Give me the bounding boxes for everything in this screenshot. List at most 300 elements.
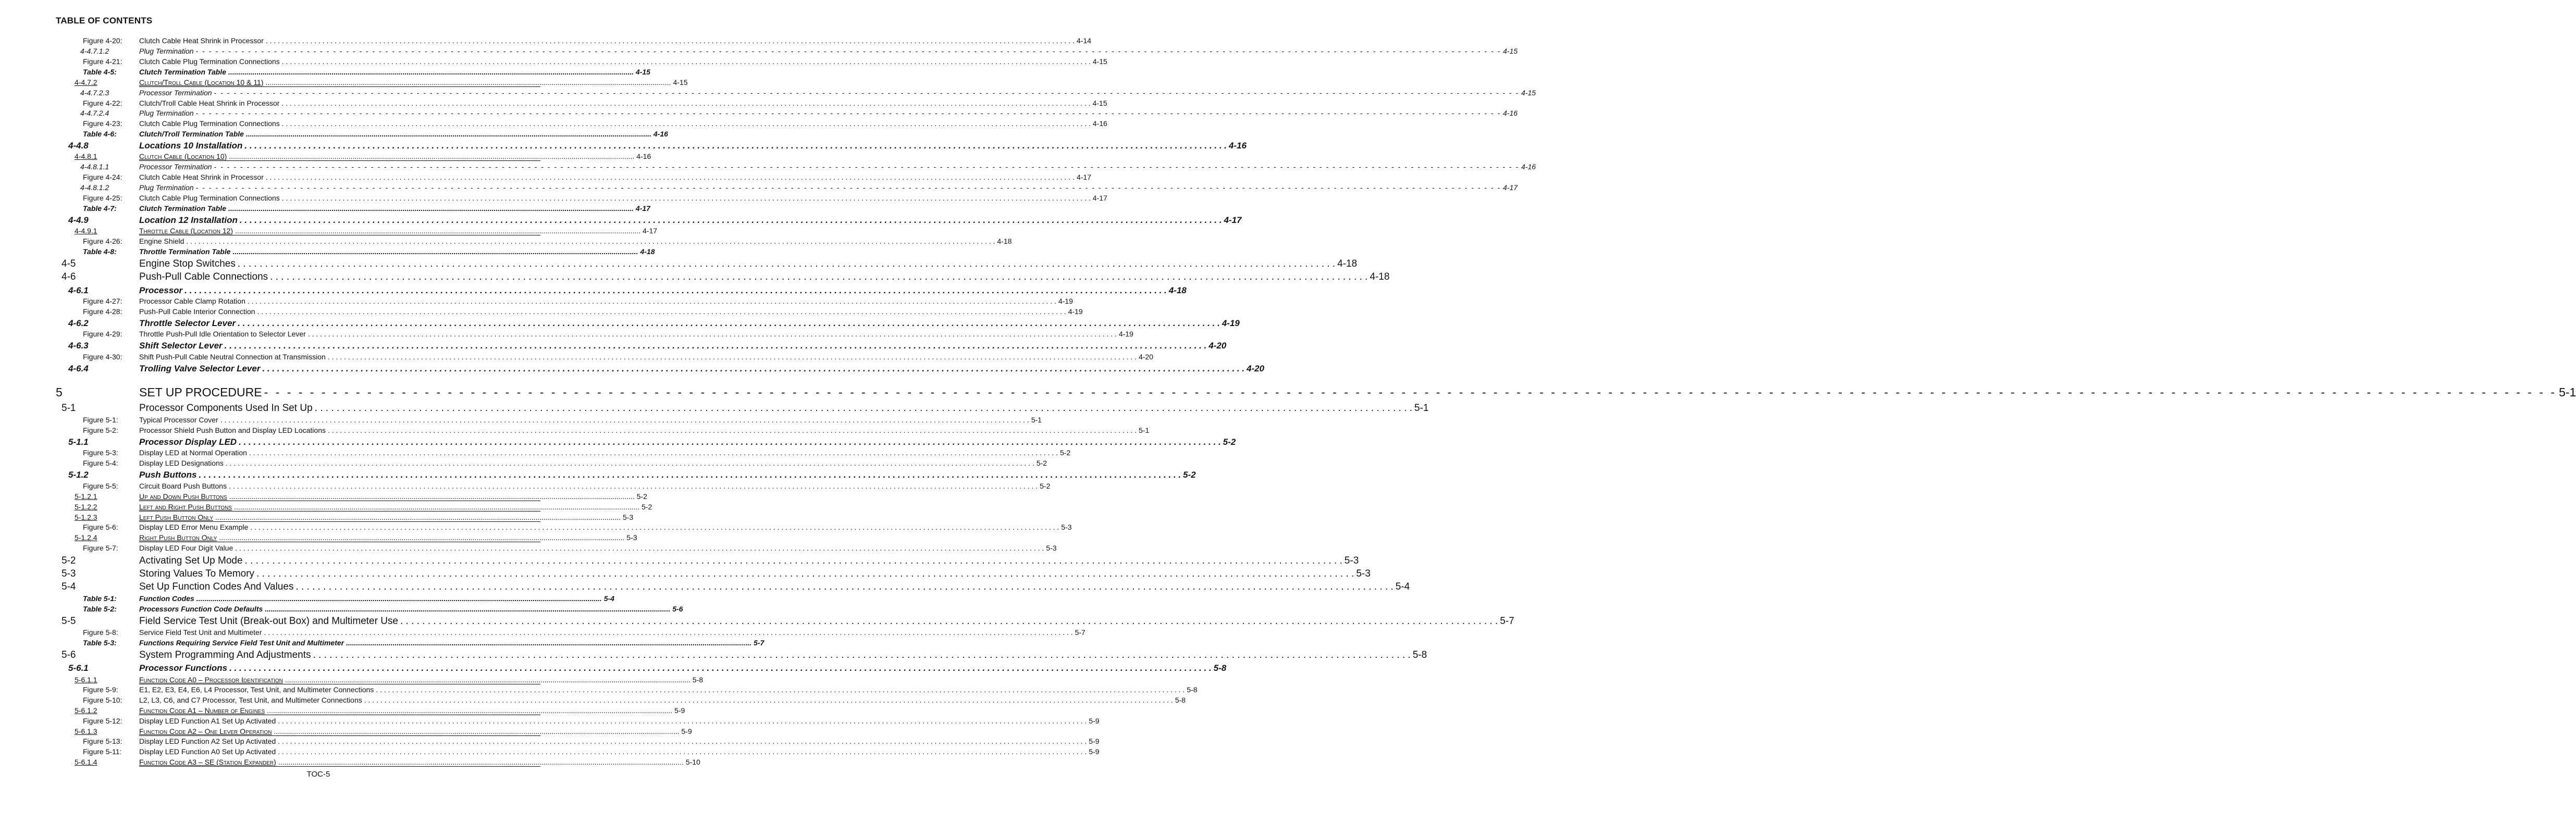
toc-entry-sec2[interactable]: [0, 568, 1371, 581]
toc-entry-number: Table 4-8:: [83, 247, 117, 256]
dot-leader: ........................................................................................................................................................................................................: [196, 594, 602, 603]
toc-entry-number: 4-5: [61, 258, 76, 269]
toc-entry-title: Function Code A2 – One Lever Operation: [139, 727, 272, 735]
toc-entry-sec3[interactable]: [0, 663, 1227, 675]
dot-leader: - - - - - - - - - - - - - - - - - - - - - - - - - - - - - - - - - - - - - - - - - - - - - - - - - - - - - - - - - - - - - - - - - - - - - - - - - - - - - - - - - - - - - - - - - - - - - - - - - - - - - - - - - - - - - - - - - - - - - - - - - - - - - - - - - - - - - - - - - - - - - - - - - - - - - - - - - - - - - - - - - - - - - - - - - - - - - - - - - - - - - - - - - - - - - - - - - - - - - - - -: [264, 385, 2557, 399]
dot-leader: . . . . . . . . . . . . . . . . . . . . . . . . . . . . . . . . . . . . . . . . . . . . . . . . . . . . . . . . . . . . . . . . . . . . . . . . . . . . . . . . . . . . . . . . . . . . . . . . . . . . . . . . . . . . . . . . . . . . . . . . . . . . . . . . . . . . . . . . . . . . . . . . . . . . . . . . . . . . . . . . . . . . . . . . . . . . . . . . . . . . . . . . . . . . . . . . . . . . . . . .: [249, 448, 1058, 457]
toc-entry-page: 5-3: [622, 513, 634, 521]
toc-entry-fig[interactable]: [0, 36, 1091, 47]
toc-entry-fig[interactable]: [0, 459, 1047, 469]
toc-entry-number: Figure 4-26:: [83, 237, 122, 245]
dot-leader: . . . . . . . . . . . . . . . . . . . . . . . . . . . . . . . . . . . . . . . . . . . . . . . . . . . . . . . . . . . . . . . . . . . . . . . . . . . . . . . . . . . . . . . . . . . . . . . . . . . . . . . . . . . . . . . . . . . . . . . . . . . . . . . . . . . . . . . . . . . . . . . . . . . . . . . . . . . . . . . . . . . . . . . . . . . . . . . . . . . . . . . . . . . . . . . . . . . . . . . .: [235, 544, 1044, 552]
dot-leader: . . . . . . . . . . . . . . . . . . . . . . . . . . . . . . . . . . . . . . . . . . . . . . . . . . . . . . . . . . . . . . . . . . . . . . . . . . . . . . . . . . . . . . . . . . . . . . . . . . . . . . . . . . . . . . . . . . . . . . . . . . . . . . . . . . . . . . . . . . . . . . . . . . . . . . . . . . . . . . . . . . . . . . . . . . . . . . . . . . . . . . . . . . . . . . . . . . . . . . . .: [281, 99, 1091, 107]
page-number: TOC-5: [306, 770, 330, 779]
toc-entry-sub4[interactable]: [0, 89, 1536, 99]
toc-entry-number: 5-6.1.1: [75, 676, 97, 684]
toc-entry-number: 5-3: [61, 568, 76, 579]
toc-entry-sec3[interactable]: [0, 470, 1196, 481]
toc-entry-title: Location 12 Installation: [139, 215, 238, 225]
dot-leader: ........................................................................................................................................................................................................: [229, 152, 635, 160]
toc-entry-title: System Programming And Adjustments: [139, 650, 311, 660]
toc-entry-page: 4-18: [997, 237, 1012, 245]
toc-entry-number: 4-4.7.2.3: [80, 89, 109, 97]
toc-entry-fig[interactable]: [0, 426, 1150, 436]
toc-entry-number: Figure 4-23:: [83, 119, 122, 128]
toc-entry-page: 5-8: [1187, 685, 1198, 694]
dot-leader: - - - - - - - - - - - - - - - - - - - - - - - - - - - - - - - - - - - - - - - - - - - - - - - - - - - - - - - - - - - - - - - - - - - - - - - - - - - - - - - - - - - - - - - - - - - - - - - - - - - - - - - - - - - - - - - - - - - - - - - - - - - - - - - - - - - - - - - - - - - - - - - - - - - - - - - - - - - - - - - - - - - - - - - - - - - - - - - - - - - - - - - - - - - - - - - - - - - - - - - -: [195, 109, 1501, 117]
toc-entry-number: Figure 4-24:: [83, 173, 122, 181]
toc-entry-sec3[interactable]: [0, 341, 1227, 352]
toc-entry-page: 5-8: [1213, 663, 1227, 673]
toc-entry-title: Shift Push-Pull Cable Neutral Connection at Transmission: [139, 353, 326, 361]
toc-entry-page: 5-9: [1089, 717, 1100, 725]
toc-entry-page: 4-20: [1246, 364, 1265, 373]
dot-leader: ........................................................................................................................................................................................................: [219, 533, 625, 542]
toc-entry-uline[interactable]: [0, 758, 700, 768]
toc-entry-title: Functions Requiring Service Field Test Unit and Multimeter: [139, 639, 344, 647]
toc-entry-fig[interactable]: [0, 544, 1057, 554]
toc-entry-title: Throttle Termination Table: [139, 247, 231, 256]
dot-leader: . . . . . . . . . . . . . . . . . . . . . . . . . . . . . . . . . . . . . . . . . . . . . . . . . . . . . . . . . . . . . . . . . . . . . . . . . . . . . . . . . . . . . . . . . . . . . . . . . . . . . . . . . . . . . . . . . . . . . . . . . . . . . . . . . . . . . . . . . . . . . . . . . . . . . . . . . . . . . . . . . . . . . . . . . . . . . . . . . . . . . . . . . . . . . . . . . . . . . . . .: [238, 318, 1220, 328]
dot-leader: . . . . . . . . . . . . . . . . . . . . . . . . . . . . . . . . . . . . . . . . . . . . . . . . . . . . . . . . . . . . . . . . . . . . . . . . . . . . . . . . . . . . . . . . . . . . . . . . . . . . . . . . . . . . . . . . . . . . . . . . . . . . . . . . . . . . . . . . . . . . . . . . . . . . . . . . . . . . . . . . . . . . . . . . . . . . . . . . . . . . . . . . . . . . . . . . . . . . . . . .: [257, 307, 1066, 316]
dot-leader: ........................................................................................................................................................................................................: [245, 130, 651, 138]
toc-entry-fig[interactable]: [0, 297, 1073, 307]
toc-entry-title: Clutch Termination Table: [139, 68, 226, 76]
toc-entry-number: 4-6.3: [68, 341, 89, 351]
dot-leader: . . . . . . . . . . . . . . . . . . . . . . . . . . . . . . . . . . . . . . . . . . . . . . . . . . . . . . . . . . . . . . . . . . . . . . . . . . . . . . . . . . . . . . . . . . . . . . . . . . . . . . . . . . . . . . . . . . . . . . . . . . . . . . . . . . . . . . . . . . . . . . . . . . . . . . . . . . . . . . . . . . . . . . . . . . . . . . . . . . . . . . . . . . . . . . . . . . . . . . . .: [281, 194, 1091, 202]
toc-entry-title: Trolling Valve Selector Lever: [139, 364, 261, 373]
toc-header: TABLE OF CONTENTS: [56, 16, 153, 26]
toc-entry-sub4[interactable]: [0, 109, 1518, 119]
toc-entry-number: 4-6.2: [68, 318, 89, 328]
toc-entry-fig[interactable]: [0, 307, 1083, 318]
toc-entry-fig[interactable]: [0, 717, 1100, 727]
toc-entry-title: E1, E2, E3, E4, E6, L4 Processor, Test Unit, and Multimeter Connections: [139, 685, 374, 694]
toc-entry-page: 4-18: [640, 247, 655, 256]
toc-entry-title: Service Field Test Unit and Multimeter: [139, 628, 262, 636]
toc-entry-number: 4-6.4: [68, 364, 89, 373]
toc-entry-title: Throttle Selector Lever: [139, 318, 236, 328]
toc-entry-title: Engine Shield: [139, 237, 184, 245]
toc-entry-page: 4-17: [1224, 215, 1242, 225]
toc-entry-page: 4-20: [1138, 353, 1153, 361]
toc-entry-sec3[interactable]: [0, 285, 1187, 297]
toc-entry-number: Figure 5-8:: [83, 628, 118, 636]
toc-entry-tab[interactable]: [0, 247, 655, 258]
dot-leader: . . . . . . . . . . . . . . . . . . . . . . . . . . . . . . . . . . . . . . . . . . . . . . . . . . . . . . . . . . . . . . . . . . . . . . . . . . . . . . . . . . . . . . . . . . . . . . . . . . . . . . . . . . . . . . . . . . . . . . . . . . . . . . . . . . . . . . . . . . . . . . . . . . . . . . . . . . . . . . . . . . . . . . . . . . . . . . . . . . . . . . . . . . . . . . . . . . . . . . . .: [376, 685, 1185, 694]
toc-entry-number: 5-6.1.3: [75, 727, 97, 735]
toc-entry-fig[interactable]: [0, 119, 1107, 130]
toc-entry-tab[interactable]: [0, 594, 637, 605]
toc-entry-number: 5-1.1: [68, 437, 89, 447]
toc-entry-number: 4-4.8.1.1: [80, 163, 109, 171]
dot-leader: . . . . . . . . . . . . . . . . . . . . . . . . . . . . . . . . . . . . . . . . . . . . . . . . . . . . . . . . . . . . . . . . . . . . . . . . . . . . . . . . . . . . . . . . . . . . . . . . . . . . . . . . . . . . . . . . . . . . . . . . . . . . . . . . . . . . . . . . . . . . . . . . . . . . . . . . . . . . . . . . . . . . . . . . . . . . . . . . . . . . . . . . . . . . . . . . . . . . . . . .: [225, 459, 1034, 467]
toc-entry-fig[interactable]: [0, 685, 1198, 696]
toc-entry-page: 5-2: [1036, 459, 1047, 467]
toc-entry-title: Processor Termination: [139, 163, 212, 171]
toc-entry-number: Table 5-1:: [83, 594, 117, 603]
toc-entry-number: Figure 4-21:: [83, 57, 122, 66]
dot-leader: . . . . . . . . . . . . . . . . . . . . . . . . . . . . . . . . . . . . . . . . . . . . . . . . . . . . . . . . . . . . . . . . . . . . . . . . . . . . . . . . . . . . . . . . . . . . . . . . . . . . . . . . . . . . . . . . . . . . . . . . . . . . . . . . . . . . . . . . . . . . . . . . . . . . . . . . . . . . . . . . . . . . . . . . . . . . . . . . . . . . . . . . . . . . . . . . . . . . . . . .: [278, 717, 1087, 725]
dot-leader: . . . . . . . . . . . . . . . . . . . . . . . . . . . . . . . . . . . . . . . . . . . . . . . . . . . . . . . . . . . . . . . . . . . . . . . . . . . . . . . . . . . . . . . . . . . . . . . . . . . . . . . . . . . . . . . . . . . . . . . . . . . . . . . . . . . . . . . . . . . . . . . . . . . . . . . . . . . . . . . . . . . . . . . . . . . . . . . . . . . . . . . . . . . . . . . . . . . . . . . .: [239, 437, 1221, 447]
dot-leader: - - - - - - - - - - - - - - - - - - - - - - - - - - - - - - - - - - - - - - - - - - - - - - - - - - - - - - - - - - - - - - - - - - - - - - - - - - - - - - - - - - - - - - - - - - - - - - - - - - - - - - - - - - - - - - - - - - - - - - - - - - - - - - - - - - - - - - - - - - - - - - - - - - - - - - - - - - - - - - - - - - - - - - - - - - - - - - - - - - - - - - - - - - - - - - - - - - - - - - - -: [214, 89, 1520, 97]
toc-entry-page: 5-2: [636, 492, 647, 501]
toc-entry-fig[interactable]: [0, 482, 1051, 492]
toc-entry-number: Figure 5-1:: [83, 416, 118, 424]
toc-entry-title: Push-Pull Cable Interior Connection: [139, 307, 255, 316]
toc-entry-page: 5-8: [1412, 650, 1427, 660]
toc-entry-uline[interactable]: [0, 706, 685, 717]
toc-entry-page: 5-7: [1500, 616, 1514, 627]
toc-entry-number: Figure 4-20:: [83, 36, 122, 45]
toc-entry-number: Table 4-6:: [83, 130, 117, 138]
toc-entry-title: Clutch/Troll Cable Heat Shrink in Processor: [139, 99, 280, 107]
toc-entry-page: 5-6: [672, 605, 683, 613]
toc-entry-number: Figure 5-13:: [83, 737, 122, 745]
toc-entry-number: 5-1.2.3: [75, 513, 97, 521]
toc-entry-title: Processor Display LED: [139, 437, 237, 447]
toc-entry-title: Function Code A1 – Number of Engines: [139, 706, 265, 715]
toc-entry-title: Storing Values To Memory: [139, 568, 255, 579]
dot-leader: . . . . . . . . . . . . . . . . . . . . . . . . . . . . . . . . . . . . . . . . . . . . . . . . . . . . . . . . . . . . . . . . . . . . . . . . . . . . . . . . . . . . . . . . . . . . . . . . . . . . . . . . . . . . . . . . . . . . . . . . . . . . . . . . . . . . . . . . . . . . . . . . . . . . . . . . . . . . . . . . . . . . . . . . . . . . . . . . . . . . . . . . . . . . . . . . . . . . . . . .: [244, 555, 1342, 566]
toc-entry-fig[interactable]: [0, 194, 1107, 204]
dot-leader: . . . . . . . . . . . . . . . . . . . . . . . . . . . . . . . . . . . . . . . . . . . . . . . . . . . . . . . . . . . . . . . . . . . . . . . . . . . . . . . . . . . . . . . . . . . . . . . . . . . . . . . . . . . . . . . . . . . . . . . . . . . . . . . . . . . . . . . . . . . . . . . . . . . . . . . . . . . . . . . . . . . . . . . . . . . . . . . . . . . . . . . . . . . . . . . . . . . . . . . .: [281, 119, 1091, 128]
toc-entry-page: 4-15: [1521, 89, 1536, 97]
toc-entry-number: 4-4.7.2.4: [80, 109, 109, 117]
toc-entry-page: 5-3: [1046, 544, 1057, 552]
dot-leader: . . . . . . . . . . . . . . . . . . . . . . . . . . . . . . . . . . . . . . . . . . . . . . . . . . . . . . . . . . . . . . . . . . . . . . . . . . . . . . . . . . . . . . . . . . . . . . . . . . . . . . . . . . . . . . . . . . . . . . . . . . . . . . . . . . . . . . . . . . . . . . . . . . . . . . . . . . . . . . . . . . . . . . . . . . . . . . . . . . . . . . . . . . . . . . . . . . . . . . . .: [229, 482, 1038, 490]
toc-entry-number: Table 5-2:: [83, 605, 117, 613]
toc-entry-page: 5-1: [1414, 403, 1429, 414]
toc-entry-fig[interactable]: [0, 628, 1086, 639]
toc-entry-number: 5-6.1: [68, 663, 89, 673]
toc-entry-number: Table 4-5:: [83, 68, 117, 76]
toc-entry-fig[interactable]: [0, 57, 1107, 68]
toc-entry-title: Left and Right Push Buttons: [139, 503, 232, 511]
dot-leader: ........................................................................................................................................................................................................: [267, 706, 673, 715]
dot-leader: ........................................................................................................................................................................................................: [346, 639, 752, 647]
toc-entry-title: Engine Stop Switches: [139, 258, 236, 269]
toc-entry-title: Display LED Designations: [139, 459, 224, 467]
toc-entry-title: Function Code A3 – SE (Station Expander): [139, 758, 276, 766]
dot-leader: . . . . . . . . . . . . . . . . . . . . . . . . . . . . . . . . . . . . . . . . . . . . . . . . . . . . . . . . . . . . . . . . . . . . . . . . . . . . . . . . . . . . . . . . . . . . . . . . . . . . . . . . . . . . . . . . . . . . . . . . . . . . . . . . . . . . . . . . . . . . . . . . . . . . . . . . . . . . . . . . . . . . . . . . . . . . . . . . . . . . . . . . . . . . . . . . . . . . . . . .: [364, 696, 1173, 704]
toc-entry-uline[interactable]: [0, 492, 647, 503]
dot-leader: - - - - - - - - - - - - - - - - - - - - - - - - - - - - - - - - - - - - - - - - - - - - - - - - - - - - - - - - - - - - - - - - - - - - - - - - - - - - - - - - - - - - - - - - - - - - - - - - - - - - - - - - - - - - - - - - - - - - - - - - - - - - - - - - - - - - - - - - - - - - - - - - - - - - - - - - - - - - - - - - - - - - - - - - - - - - - - - - - - - - - - - - - - - - - - - - - - - - - - - -: [195, 47, 1501, 55]
toc-entry-page: 4-17: [1503, 183, 1518, 192]
toc-entry-page: 4-16: [1228, 141, 1247, 151]
toc-entry-title: Processor Components Used In Set Up: [139, 403, 313, 414]
toc-entry-number: Figure 5-5:: [83, 482, 118, 490]
toc-entry-number: 5-1.2.4: [75, 533, 97, 542]
dot-leader: ........................................................................................................................................................................................................: [278, 758, 684, 766]
toc-entry-fig[interactable]: [0, 330, 1133, 340]
toc-entry-number: 5-6.1.2: [75, 706, 97, 715]
toc-entry-title: Processor Functions: [139, 663, 228, 673]
toc-entry-sec3[interactable]: [0, 364, 1265, 375]
toc-entry-title: Field Service Test Unit (Break-out Box) and Multimeter Use: [139, 616, 398, 627]
dot-leader: . . . . . . . . . . . . . . . . . . . . . . . . . . . . . . . . . . . . . . . . . . . . . . . . . . . . . . . . . . . . . . . . . . . . . . . . . . . . . . . . . . . . . . . . . . . . . . . . . . . . . . . . . . . . . . . . . . . . . . . . . . . . . . . . . . . . . . . . . . . . . . . . . . . . . . . . . . . . . . . . . . . . . . . . . . . . . . . . . . . . . . . . . . . . . . . . . . . . . . . .: [229, 663, 1212, 673]
toc-entry-number: Table 4-7:: [83, 204, 117, 213]
toc-entry-number: Figure 5-12:: [83, 717, 122, 725]
toc-entry-number: 4-4.7.1.2: [80, 47, 109, 55]
toc-entry-page: 4-19: [1058, 297, 1073, 305]
toc-entry-fig[interactable]: [0, 523, 1072, 533]
toc-entry-number: Figure 4-25:: [83, 194, 122, 202]
toc-entry-title: Clutch Cable Heat Shrink in Processor: [139, 173, 264, 181]
toc-entry-page: 5-9: [1089, 737, 1100, 745]
dot-leader: . . . . . . . . . . . . . . . . . . . . . . . . . . . . . . . . . . . . . . . . . . . . . . . . . . . . . . . . . . . . . . . . . . . . . . . . . . . . . . . . . . . . . . . . . . . . . . . . . . . . . . . . . . . . . . . . . . . . . . . . . . . . . . . . . . . . . . . . . . . . . . . . . . . . . . . . . . . . . . . . . . . . . . . . . . . . . . . . . . . . . . . . . . . . . . . . . . . . . . . .: [250, 523, 1059, 531]
toc-entry-number: Figure 5-7:: [83, 544, 118, 552]
toc-entry-number: Figure 5-4:: [83, 459, 118, 467]
toc-entry-tab[interactable]: [0, 130, 668, 140]
toc-entry-fig[interactable]: [0, 353, 1153, 363]
toc-entry-tab[interactable]: [0, 204, 650, 215]
toc-entry-title: Push-Pull Cable Connections: [139, 271, 268, 282]
toc-entry-fig[interactable]: [0, 448, 1071, 459]
dot-leader: . . . . . . . . . . . . . . . . . . . . . . . . . . . . . . . . . . . . . . . . . . . . . . . . . . . . . . . . . . . . . . . . . . . . . . . . . . . . . . . . . . . . . . . . . . . . . . . . . . . . . . . . . . . . . . . . . . . . . . . . . . . . . . . . . . . . . . . . . . . . . . . . . . . . . . . . . . . . . . . . . . . . . . . . . . . . . . . . . . . . . . . . . . . . . . . . . . . . . . . .: [313, 650, 1411, 660]
dot-leader: ........................................................................................................................................................................................................: [234, 503, 639, 511]
toc-entry-uline[interactable]: [0, 727, 692, 738]
toc-entry-page: 4-20: [1209, 341, 1227, 351]
toc-entry-sub4[interactable]: [0, 183, 1518, 194]
toc-entry-page: 5-3: [1061, 523, 1072, 531]
dot-leader: . . . . . . . . . . . . . . . . . . . . . . . . . . . . . . . . . . . . . . . . . . . . . . . . . . . . . . . . . . . . . . . . . . . . . . . . . . . . . . . . . . . . . . . . . . . . . . . . . . . . . . . . . . . . . . . . . . . . . . . . . . . . . . . . . . . . . . . . . . . . . . . . . . . . . . . . . . . . . . . . . . . . . . . . . . . . . . . . . . . . . . . . . . . . . . . . . . . . . . . .: [256, 568, 1354, 579]
dot-leader: . . . . . . . . . . . . . . . . . . . . . . . . . . . . . . . . . . . . . . . . . . . . . . . . . . . . . . . . . . . . . . . . . . . . . . . . . . . . . . . . . . . . . . . . . . . . . . . . . . . . . . . . . . . . . . . . . . . . . . . . . . . . . . . . . . . . . . . . . . . . . . . . . . . . . . . . . . . . . . . . . . . . . . . . . . . . . . . . . . . . . . . . . . . . . . . . . . . . . . . .: [307, 330, 1117, 338]
toc-entry-page: 4-17: [1076, 173, 1091, 181]
toc-entry-title: Clutch Cable Plug Termination Connections: [139, 57, 280, 66]
toc-entry-page: 4-15: [1092, 57, 1107, 66]
toc-entry-number: 4-6: [61, 271, 76, 282]
toc-entry-number: 4-4.9: [68, 215, 89, 225]
toc-entry-title: Processor Cable Clamp Rotation: [139, 297, 245, 305]
toc-entry-page: 5-7: [754, 639, 765, 647]
toc-entry-sec3[interactable]: [0, 215, 1242, 227]
toc-entry-title: Display LED Function A2 Set Up Activated: [139, 737, 276, 745]
toc-entry-title: Typical Processor Cover: [139, 416, 218, 424]
dot-leader: ........................................................................................................................................................................................................: [235, 227, 641, 235]
toc-entry-number: Figure 5-10:: [83, 696, 122, 704]
toc-entry-uline[interactable]: [0, 152, 651, 163]
toc-entry-number: 5-4: [61, 581, 76, 592]
dot-leader: . . . . . . . . . . . . . . . . . . . . . . . . . . . . . . . . . . . . . . . . . . . . . . . . . . . . . . . . . . . . . . . . . . . . . . . . . . . . . . . . . . . . . . . . . . . . . . . . . . . . . . . . . . . . . . . . . . . . . . . . . . . . . . . . . . . . . . . . . . . . . . . . . . . . . . . . . . . . . . . . . . . . . . . . . . . . . . . . . . . . . . . . . . . . . . . . . . . . . . . .: [244, 141, 1227, 151]
toc-entry-tab[interactable]: [0, 605, 683, 615]
toc-entry-uline[interactable]: [0, 533, 637, 544]
toc-entry-title: Display LED Function A1 Set Up Activated: [139, 717, 276, 725]
toc-entry-number: 4-4.8: [68, 141, 89, 151]
toc-entry-sec2[interactable]: [0, 258, 1358, 271]
toc-entry-sub4[interactable]: [0, 47, 1518, 57]
toc-entry-page: 4-16: [1503, 109, 1518, 117]
dot-leader: ........................................................................................................................................................................................................: [274, 727, 680, 735]
toc-entry-sec2[interactable]: [0, 555, 1359, 568]
dot-leader: . . . . . . . . . . . . . . . . . . . . . . . . . . . . . . . . . . . . . . . . . . . . . . . . . . . . . . . . . . . . . . . . . . . . . . . . . . . . . . . . . . . . . . . . . . . . . . . . . . . . . . . . . . . . . . . . . . . . . . . . . . . . . . . . . . . . . . . . . . . . . . . . . . . . . . . . . . . . . . . . . . . . . . . . . . . . . . . . . . . . . . . . . . . . . . . . . . . . . . . .: [265, 173, 1075, 181]
toc-entry-uline[interactable]: [0, 676, 704, 686]
toc-entry-page: 5-3: [626, 533, 637, 542]
toc-entry-page: 4-15: [1503, 47, 1518, 55]
toc-entry-sec2[interactable]: [0, 271, 1390, 284]
toc-entry-page: 4-16: [1092, 119, 1107, 128]
toc-entry-page: 4-17: [635, 204, 650, 213]
toc-entry-title: Display LED Function A0 Set Up Activated: [139, 747, 276, 756]
dot-leader: ........................................................................................................................................................................................................: [229, 492, 635, 501]
toc-entry-page: 4-16: [636, 152, 651, 160]
toc-entry-page: 5-1: [2559, 385, 2576, 399]
toc-entry-page: 4-15: [1092, 99, 1107, 107]
toc-entry-fig[interactable]: [0, 737, 1100, 747]
toc-entry-title: Throttle Cable (Location 12): [139, 227, 233, 235]
toc-entry-page: 4-17: [643, 227, 658, 235]
toc-entry-fig[interactable]: [0, 416, 1042, 426]
toc-entry-page: 5-3: [1344, 555, 1359, 566]
dot-leader: . . . . . . . . . . . . . . . . . . . . . . . . . . . . . . . . . . . . . . . . . . . . . . . . . . . . . . . . . . . . . . . . . . . . . . . . . . . . . . . . . . . . . . . . . . . . . . . . . . . . . . . . . . . . . . . . . . . . . . . . . . . . . . . . . . . . . . . . . . . . . . . . . . . . . . . . . . . . . . . . . . . . . . . . . . . . . . . . . . . . . . . . . . . . . . . . . . . . . . . .: [264, 628, 1073, 636]
toc-entry-title: Clutch Cable Heat Shrink in Processor: [139, 36, 264, 45]
toc-entry-page: 5-8: [692, 676, 704, 684]
toc-entry-title: Processors Function Code Defaults: [139, 605, 263, 613]
toc-entry-page: 4-14: [1076, 36, 1091, 45]
toc-entry-title: Right Push Button Only: [139, 533, 217, 542]
toc-entry-number: Figure 4-29:: [83, 330, 122, 338]
dot-leader: ........................................................................................................................................................................................................: [285, 676, 691, 684]
toc-entry-fig[interactable]: [0, 99, 1107, 109]
toc-entry-sec2[interactable]: [0, 581, 1410, 594]
toc-entry-number: 5-5: [61, 616, 76, 627]
toc-entry-number: 4-4.7.2: [75, 78, 97, 86]
toc-entry-page: 5-9: [674, 706, 685, 715]
dot-leader: . . . . . . . . . . . . . . . . . . . . . . . . . . . . . . . . . . . . . . . . . . . . . . . . . . . . . . . . . . . . . . . . . . . . . . . . . . . . . . . . . . . . . . . . . . . . . . . . . . . . . . . . . . . . . . . . . . . . . . . . . . . . . . . . . . . . . . . . . . . . . . . . . . . . . . . . . . . . . . . . . . . . . . . . . . . . . . . . . . . . . . . . . . . . . . . . . . . . . . . .: [239, 215, 1222, 225]
toc-entry-page: 5-8: [1175, 696, 1186, 704]
toc-entry-number: Table 5-3:: [83, 639, 117, 647]
toc-entry-title: Display LED Four Digit Value: [139, 544, 233, 552]
toc-entry-number: 5-1: [61, 403, 76, 414]
toc-entry-page: 5-3: [1356, 568, 1371, 579]
dot-leader: . . . . . . . . . . . . . . . . . . . . . . . . . . . . . . . . . . . . . . . . . . . . . . . . . . . . . . . . . . . . . . . . . . . . . . . . . . . . . . . . . . . . . . . . . . . . . . . . . . . . . . . . . . . . . . . . . . . . . . . . . . . . . . . . . . . . . . . . . . . . . . . . . . . . . . . . . . . . . . . . . . . . . . . . . . . . . . . . . . . . . . . . . . . . . . . . . . . . . . . .: [270, 271, 1368, 282]
toc-entry-fig[interactable]: [0, 747, 1100, 758]
dot-leader: . . . . . . . . . . . . . . . . . . . . . . . . . . . . . . . . . . . . . . . . . . . . . . . . . . . . . . . . . . . . . . . . . . . . . . . . . . . . . . . . . . . . . . . . . . . . . . . . . . . . . . . . . . . . . . . . . . . . . . . . . . . . . . . . . . . . . . . . . . . . . . . . . . . . . . . . . . . . . . . . . . . . . . . . . . . . . . . . . . . . . . . . . . . . . . . . . . . . . . . .: [295, 581, 1394, 592]
toc-entry-title: L2, L3, C6, and C7 Processor, Test Unit, and Multimeter Connections: [139, 696, 362, 704]
dot-leader: . . . . . . . . . . . . . . . . . . . . . . . . . . . . . . . . . . . . . . . . . . . . . . . . . . . . . . . . . . . . . . . . . . . . . . . . . . . . . . . . . . . . . . . . . . . . . . . . . . . . . . . . . . . . . . . . . . . . . . . . . . . . . . . . . . . . . . . . . . . . . . . . . . . . . . . . . . . . . . . . . . . . . . . . . . . . . . . . . . . . . . . . . . . . . . . . . . . . . . . .: [400, 616, 1498, 627]
toc-entry-title: Push Buttons: [139, 470, 197, 480]
toc-entry-sec2[interactable]: [0, 616, 1514, 628]
dot-leader: . . . . . . . . . . . . . . . . . . . . . . . . . . . . . . . . . . . . . . . . . . . . . . . . . . . . . . . . . . . . . . . . . . . . . . . . . . . . . . . . . . . . . . . . . . . . . . . . . . . . . . . . . . . . . . . . . . . . . . . . . . . . . . . . . . . . . . . . . . . . . . . . . . . . . . . . . . . . . . . . . . . . . . . . . . . . . . . . . . . . . . . . . . . . . . . . . . . . . . . .: [262, 364, 1244, 373]
toc-entry-page: 5-9: [1089, 747, 1100, 756]
toc-entry-number: Figure 5-3:: [83, 448, 118, 457]
dot-leader: ........................................................................................................................................................................................................: [265, 605, 671, 613]
dot-leader: ........................................................................................................................................................................................................: [228, 204, 634, 213]
dot-leader: . . . . . . . . . . . . . . . . . . . . . . . . . . . . . . . . . . . . . . . . . . . . . . . . . . . . . . . . . . . . . . . . . . . . . . . . . . . . . . . . . . . . . . . . . . . . . . . . . . . . . . . . . . . . . . . . . . . . . . . . . . . . . . . . . . . . . . . . . . . . . . . . . . . . . . . . . . . . . . . . . . . . . . . . . . . . . . . . . . . . . . . . . . . . . . . . . . . . . . . .: [186, 237, 995, 245]
dot-leader: - - - - - - - - - - - - - - - - - - - - - - - - - - - - - - - - - - - - - - - - - - - - - - - - - - - - - - - - - - - - - - - - - - - - - - - - - - - - - - - - - - - - - - - - - - - - - - - - - - - - - - - - - - - - - - - - - - - - - - - - - - - - - - - - - - - - - - - - - - - - - - - - - - - - - - - - - - - - - - - - - - - - - - - - - - - - - - - - - - - - - - - - - - - - - - - - - - - - - - - -: [195, 183, 1501, 192]
toc-entry-number: 5-6: [61, 650, 76, 660]
toc-entry-sub4[interactable]: [0, 163, 1536, 173]
dot-leader: ........................................................................................................................................................................................................: [228, 68, 634, 76]
toc-entry-title: Left Push Button Only: [139, 513, 213, 521]
toc-entry-title: SET UP PROCEDURE: [139, 385, 262, 399]
dot-leader: . . . . . . . . . . . . . . . . . . . . . . . . . . . . . . . . . . . . . . . . . . . . . . . . . . . . . . . . . . . . . . . . . . . . . . . . . . . . . . . . . . . . . . . . . . . . . . . . . . . . . . . . . . . . . . . . . . . . . . . . . . . . . . . . . . . . . . . . . . . . . . . . . . . . . . . . . . . . . . . . . . . . . . . . . . . . . . . . . . . . . . . . . . . . . . . . . . . . . . . .: [220, 416, 1029, 424]
dot-leader: . . . . . . . . . . . . . . . . . . . . . . . . . . . . . . . . . . . . . . . . . . . . . . . . . . . . . . . . . . . . . . . . . . . . . . . . . . . . . . . . . . . . . . . . . . . . . . . . . . . . . . . . . . . . . . . . . . . . . . . . . . . . . . . . . . . . . . . . . . . . . . . . . . . . . . . . . . . . . . . . . . . . . . . . . . . . . . . . . . . . . . . . . . . . . . . . . . . . . . . .: [327, 426, 1137, 434]
toc-entry-sec2[interactable]: [0, 650, 1427, 662]
toc-entry-page: 5-2: [1183, 470, 1196, 480]
toc-entry-uline[interactable]: [0, 78, 688, 89]
toc-entry-title: Activating Set Up Mode: [139, 555, 243, 566]
toc-entry-fig[interactable]: [0, 696, 1186, 706]
toc-entry-number: 5-6.1.4: [75, 758, 97, 766]
dot-leader: ........................................................................................................................................................................................................: [232, 247, 638, 256]
toc-entry-title: Processor: [139, 285, 183, 295]
toc-entry-page: 5-9: [681, 727, 692, 735]
toc-entry-page: 5-10: [685, 758, 700, 766]
dot-leader: . . . . . . . . . . . . . . . . . . . . . . . . . . . . . . . . . . . . . . . . . . . . . . . . . . . . . . . . . . . . . . . . . . . . . . . . . . . . . . . . . . . . . . . . . . . . . . . . . . . . . . . . . . . . . . . . . . . . . . . . . . . . . . . . . . . . . . . . . . . . . . . . . . . . . . . . . . . . . . . . . . . . . . . . . . . . . . . . . . . . . . . . . . . . . . . . . . . . . . . .: [314, 403, 1412, 414]
toc-entry-title: Shift Selector Lever: [139, 341, 223, 351]
dot-leader: . . . . . . . . . . . . . . . . . . . . . . . . . . . . . . . . . . . . . . . . . . . . . . . . . . . . . . . . . . . . . . . . . . . . . . . . . . . . . . . . . . . . . . . . . . . . . . . . . . . . . . . . . . . . . . . . . . . . . . . . . . . . . . . . . . . . . . . . . . . . . . . . . . . . . . . . . . . . . . . . . . . . . . . . . . . . . . . . . . . . . . . . . . . . . . . . . . . . . . . .: [327, 353, 1137, 361]
toc-entry-title: Plug Termination: [139, 109, 194, 117]
toc-entry-page: 5-1: [1138, 426, 1150, 434]
toc-entry-number: Figure 4-28:: [83, 307, 122, 316]
toc-entry-page: 5-2: [1040, 482, 1051, 490]
toc-entry-uline[interactable]: [0, 513, 637, 523]
toc-entry-number: Figure 4-30:: [83, 353, 122, 361]
toc-entry-uline[interactable]: [0, 227, 658, 237]
toc-entry-title: Function Codes: [139, 594, 194, 603]
toc-entry-fig[interactable]: [0, 237, 1012, 247]
toc-entry-page: 4-15: [673, 78, 688, 86]
toc-entry-title: Processor Termination: [139, 89, 212, 97]
toc-entry-page: 5-4: [603, 594, 614, 603]
dot-leader: - - - - - - - - - - - - - - - - - - - - - - - - - - - - - - - - - - - - - - - - - - - - - - - - - - - - - - - - - - - - - - - - - - - - - - - - - - - - - - - - - - - - - - - - - - - - - - - - - - - - - - - - - - - - - - - - - - - - - - - - - - - - - - - - - - - - - - - - - - - - - - - - - - - - - - - - - - - - - - - - - - - - - - - - - - - - - - - - - - - - - - - - - - - - - - - - - - - - - - - -: [214, 163, 1520, 171]
dot-leader: ........................................................................................................................................................................................................: [215, 513, 621, 521]
toc-entry-sec3[interactable]: [0, 318, 1240, 330]
toc-entry-sec3[interactable]: [0, 141, 1247, 152]
toc-entry-number: 5-2: [61, 555, 76, 566]
dot-leader: . . . . . . . . . . . . . . . . . . . . . . . . . . . . . . . . . . . . . . . . . . . . . . . . . . . . . . . . . . . . . . . . . . . . . . . . . . . . . . . . . . . . . . . . . . . . . . . . . . . . . . . . . . . . . . . . . . . . . . . . . . . . . . . . . . . . . . . . . . . . . . . . . . . . . . . . . . . . . . . . . . . . . . . . . . . . . . . . . . . . . . . . . . . . . . . . . . . . . . . .: [199, 470, 1181, 480]
toc-entry-page: 4-16: [653, 130, 668, 138]
toc-entry-page: 5-2: [642, 503, 652, 511]
toc-entry-title: Display LED at Normal Operation: [139, 448, 247, 457]
toc-entry-title: Processor Shield Push Button and Display LED Locations: [139, 426, 326, 434]
toc-entry-page: 4-19: [1222, 318, 1240, 328]
toc-entry-number: 4-4.8.1: [75, 152, 97, 160]
toc-entry-number: 5-1.2.1: [75, 492, 97, 501]
dot-leader: . . . . . . . . . . . . . . . . . . . . . . . . . . . . . . . . . . . . . . . . . . . . . . . . . . . . . . . . . . . . . . . . . . . . . . . . . . . . . . . . . . . . . . . . . . . . . . . . . . . . . . . . . . . . . . . . . . . . . . . . . . . . . . . . . . . . . . . . . . . . . . . . . . . . . . . . . . . . . . . . . . . . . . . . . . . . . . . . . . . . . . . . . . . . . . . . . . . . . . . .: [247, 297, 1056, 305]
toc-entry-uline[interactable]: [0, 503, 652, 513]
toc-entry-number: 4-4.8.1.2: [80, 183, 109, 192]
toc-entry-page: 5-2: [1223, 437, 1236, 447]
toc-entry-chap[interactable]: [0, 385, 2576, 401]
toc-entry-fig[interactable]: [0, 173, 1091, 183]
toc-entry-number: Figure 5-9:: [83, 685, 118, 694]
toc-entry-page: 4-18: [1370, 271, 1390, 282]
dot-leader: . . . . . . . . . . . . . . . . . . . . . . . . . . . . . . . . . . . . . . . . . . . . . . . . . . . . . . . . . . . . . . . . . . . . . . . . . . . . . . . . . . . . . . . . . . . . . . . . . . . . . . . . . . . . . . . . . . . . . . . . . . . . . . . . . . . . . . . . . . . . . . . . . . . . . . . . . . . . . . . . . . . . . . . . . . . . . . . . . . . . . . . . . . . . . . . . . . . . . . . .: [237, 258, 1336, 269]
toc-entry-number: 5: [56, 385, 63, 399]
toc-entry-title: Display LED Error Menu Example: [139, 523, 249, 531]
toc-entry-page: 5-4: [1395, 581, 1410, 592]
toc-entry-tab[interactable]: [0, 68, 650, 78]
dot-leader: . . . . . . . . . . . . . . . . . . . . . . . . . . . . . . . . . . . . . . . . . . . . . . . . . . . . . . . . . . . . . . . . . . . . . . . . . . . . . . . . . . . . . . . . . . . . . . . . . . . . . . . . . . . . . . . . . . . . . . . . . . . . . . . . . . . . . . . . . . . . . . . . . . . . . . . . . . . . . . . . . . . . . . . . . . . . . . . . . . . . . . . . . . . . . . . . . . . . . . . .: [281, 57, 1091, 66]
toc-entry-title: Plug Termination: [139, 183, 194, 192]
toc-entry-tab[interactable]: [0, 639, 765, 649]
toc-entry-number: Figure 4-27:: [83, 297, 122, 305]
toc-entry-title: Locations 10 Installation: [139, 141, 243, 151]
toc-entry-page: 5-1: [1031, 416, 1042, 424]
toc-entry-sec2[interactable]: [0, 403, 1429, 415]
dot-leader: . . . . . . . . . . . . . . . . . . . . . . . . . . . . . . . . . . . . . . . . . . . . . . . . . . . . . . . . . . . . . . . . . . . . . . . . . . . . . . . . . . . . . . . . . . . . . . . . . . . . . . . . . . . . . . . . . . . . . . . . . . . . . . . . . . . . . . . . . . . . . . . . . . . . . . . . . . . . . . . . . . . . . . . . . . . . . . . . . . . . . . . . . . . . . . . . . . . . . . . .: [278, 737, 1087, 745]
toc-entry-page: 4-18: [1168, 285, 1187, 295]
toc-entry-title: Clutch/Troll Cable (Location 10 & 11): [139, 78, 264, 86]
toc-entry-sec3[interactable]: [0, 437, 1236, 448]
toc-entry-page: 4-19: [1118, 330, 1133, 338]
dot-leader: . . . . . . . . . . . . . . . . . . . . . . . . . . . . . . . . . . . . . . . . . . . . . . . . . . . . . . . . . . . . . . . . . . . . . . . . . . . . . . . . . . . . . . . . . . . . . . . . . . . . . . . . . . . . . . . . . . . . . . . . . . . . . . . . . . . . . . . . . . . . . . . . . . . . . . . . . . . . . . . . . . . . . . . . . . . . . . . . . . . . . . . . . . . . . . . . . . . . . . . .: [265, 36, 1075, 45]
dot-leader: . . . . . . . . . . . . . . . . . . . . . . . . . . . . . . . . . . . . . . . . . . . . . . . . . . . . . . . . . . . . . . . . . . . . . . . . . . . . . . . . . . . . . . . . . . . . . . . . . . . . . . . . . . . . . . . . . . . . . . . . . . . . . . . . . . . . . . . . . . . . . . . . . . . . . . . . . . . . . . . . . . . . . . . . . . . . . . . . . . . . . . . . . . . . . . . . . . . . . . . .: [224, 341, 1207, 351]
dot-leader: ........................................................................................................................................................................................................: [265, 78, 671, 86]
toc-entry-title: Clutch Cable Plug Termination Connections: [139, 119, 280, 128]
